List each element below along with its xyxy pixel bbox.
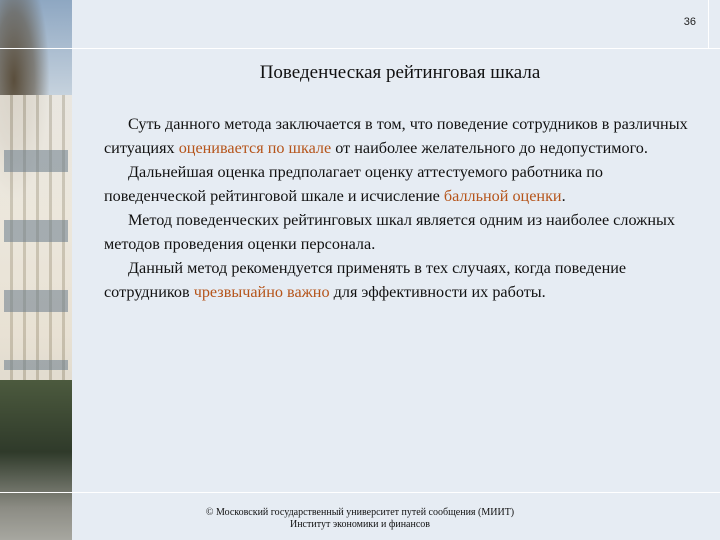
slide-number: 36 xyxy=(683,16,696,28)
building-windows xyxy=(4,120,68,370)
bottom-divider xyxy=(0,492,720,493)
paragraph-2-text: Дальнейшая оценка предполагает оценку аттестуемого работника по поведенческой рейтинговой шкале и исчисление xyxy=(104,163,603,205)
footer xyxy=(180,507,540,531)
paragraph-3 xyxy=(104,208,694,256)
paragraph-1-text: Суть данного метода заключается в том, что поведение сотрудников в различных ситуациях xyxy=(104,115,688,157)
ground-area xyxy=(0,380,72,540)
paragraph-4-text: Данный метод рекомендуется применять в тех случаях, когда поведение сотрудников xyxy=(104,259,627,301)
paragraph-2-highlight: балльной оценки xyxy=(443,187,562,205)
footer-university: © Московский государственный университет путей сообщения (МИИТ) xyxy=(205,507,515,518)
paragraph-1-highlight: оценивается по шкале xyxy=(178,139,332,157)
building-photo xyxy=(0,0,72,540)
slide-body xyxy=(104,112,694,304)
paragraph-4-highlight: чрезвычайно важно xyxy=(193,283,330,301)
paragraph-1 xyxy=(104,112,694,160)
paragraph-3-text: Метод поведенческих рейтинговых шкал является одним из наиболее сложных методов проведения оценки персонала. xyxy=(104,211,675,253)
paragraph-4-text-end: для эффективности их работы. xyxy=(329,283,546,301)
paragraph-2-text-end: . xyxy=(561,187,566,205)
footer-institute: Институт экономики и финансов xyxy=(289,519,431,530)
slide-title: Поведенческая рейтинговая шкала xyxy=(259,62,541,83)
slide-number-divider xyxy=(708,0,709,48)
paragraph-4 xyxy=(104,256,694,304)
paragraph-1-text-end: от наиболее желательного до недопустимого. xyxy=(331,139,648,157)
paragraph-2 xyxy=(104,160,694,208)
top-divider xyxy=(0,48,720,49)
